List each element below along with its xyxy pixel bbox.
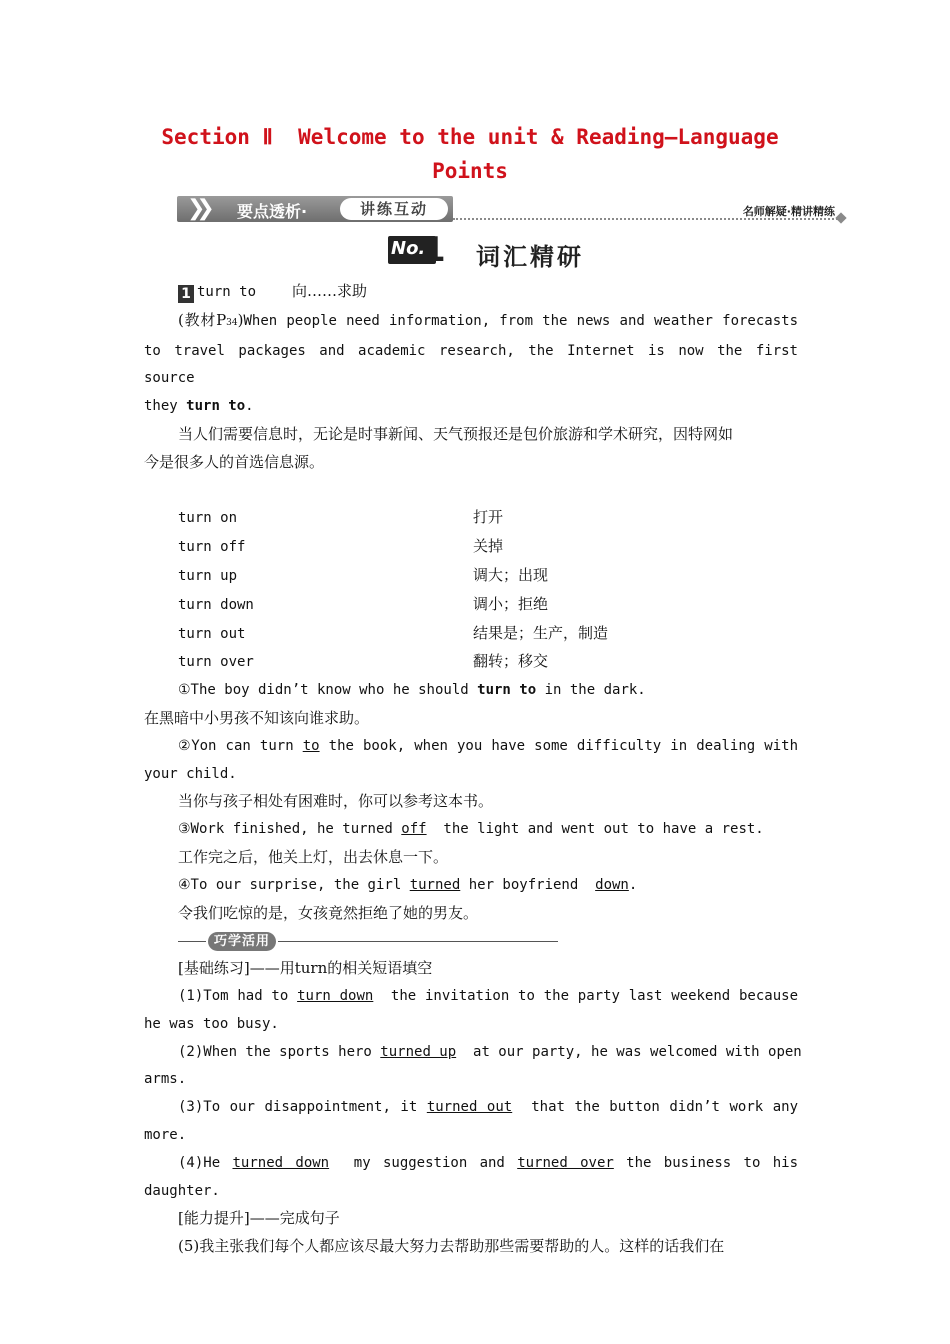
page-title bbox=[160, 120, 780, 188]
example-3: ③Work finished, he turned off the light and went out to have a rest. bbox=[178, 821, 764, 838]
question-3-cont: more. bbox=[144, 1126, 187, 1143]
question-1: (1)Tom had to turn down the invitation to the party last weekend because bbox=[178, 987, 799, 1004]
content-body bbox=[144, 278, 802, 1261]
title-line-1: Section Ⅱ Welcome to the unit & Reading—Language bbox=[161, 125, 779, 149]
example-4: ④To our surprise, the girl turned her boyfriend down. bbox=[178, 876, 638, 893]
banner-title: 要点透析· bbox=[237, 202, 308, 221]
example-2: ②Yon can turn to the book, when you have some difficulty in dealing with bbox=[178, 737, 798, 754]
example-2-cont: your child. bbox=[144, 765, 237, 782]
question-3: (3)To our disappointment, it turned out that the button didn’t work any bbox=[178, 1099, 798, 1116]
item-phrase: turn to bbox=[197, 284, 257, 300]
source-line-1: (教材P34)When people need information, from the news and weather forecasts bbox=[178, 310, 798, 329]
phrase-row: turn down 调小；拒绝 bbox=[178, 594, 549, 613]
example-2-translation: 当你与孩子相处有困难时，你可以参考这本书。 bbox=[178, 792, 494, 811]
phrase-row: turn up 调大；出现 bbox=[178, 565, 549, 584]
example-1-translation: 在黑暗中小男孩不知该向谁求助。 bbox=[144, 708, 370, 727]
source-line-3: they turn to. bbox=[144, 398, 254, 415]
no-number: 1 bbox=[422, 230, 446, 270]
practice-divider bbox=[178, 927, 558, 955]
section-banner bbox=[177, 196, 453, 222]
basic-practice-heading: [基础练习]——用turn的相关短语填空 bbox=[178, 959, 433, 978]
question-2: (2)When the sports hero turned up at our party, he was welcomed with open bbox=[178, 1043, 802, 1060]
section-heading: 词汇精研 bbox=[476, 243, 584, 271]
question-4: (4)He turned down my suggestion and turned over the business to his bbox=[178, 1154, 799, 1171]
item-heading bbox=[144, 278, 798, 307]
banner-subtitle: 名师解疑·精讲精练 bbox=[742, 205, 835, 218]
question-2-cont: arms. bbox=[144, 1071, 187, 1088]
no-label: No. bbox=[391, 238, 426, 259]
diamond-icon bbox=[835, 212, 846, 223]
item-number-icon: 1 bbox=[178, 285, 194, 303]
item-meaning: 向……求助 bbox=[292, 282, 368, 300]
translation-line-2: 今是很多人的首选信息源。 bbox=[144, 452, 325, 471]
title-line-2: Points bbox=[432, 159, 508, 183]
section-number-badge bbox=[388, 230, 450, 270]
banner-pill: 讲练互动 bbox=[340, 198, 448, 220]
question-4-cont: daughter. bbox=[144, 1182, 220, 1199]
question-1-cont: he was too busy. bbox=[144, 1015, 279, 1032]
double-chevron-icon: ❯❯ bbox=[187, 196, 206, 221]
example-1: ①The boy didn’t know who he should turn to in the dark. bbox=[178, 682, 646, 699]
phrase-row: turn on 打开 bbox=[178, 508, 504, 527]
phrase-row: turn off 关掉 bbox=[178, 537, 504, 556]
question-5: (5)我主张我们每个人都应该尽最大努力去帮助那些需要帮助的人。这样的话我们在 bbox=[178, 1237, 725, 1256]
phrase-row: turn over 翻转；移交 bbox=[178, 652, 549, 671]
source-line-2: to travel packages and academic research, the Internet is now the first source bbox=[144, 342, 798, 387]
phrase-row: turn out 结果是；生产，制造 bbox=[178, 623, 609, 642]
example-4-translation: 令我们吃惊的是，女孩竟然拒绝了她的男友。 bbox=[178, 903, 479, 922]
example-3-translation: 工作完之后，他关上灯，出去休息一下。 bbox=[178, 847, 449, 866]
translation-line-1: 当人们需要信息时，无论是时事新闻、天气预报还是包价旅游和学术研究，因特网如 bbox=[178, 424, 734, 443]
practice-badge: 巧学活用 bbox=[208, 932, 276, 951]
advanced-practice-heading: [能力提升]——完成句子 bbox=[178, 1209, 340, 1228]
